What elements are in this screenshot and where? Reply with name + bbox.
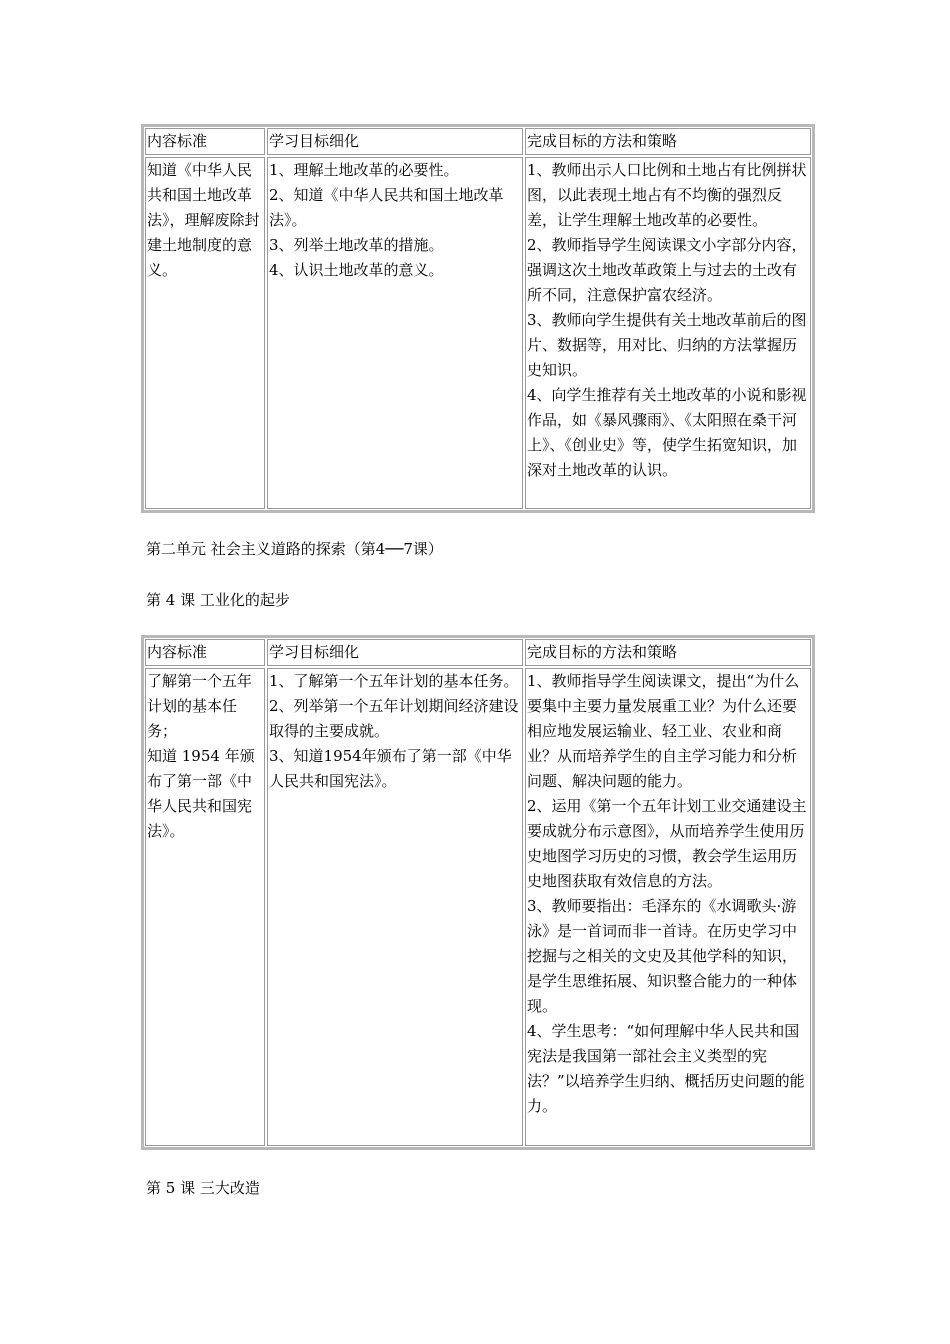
table-industrialization	[141, 635, 815, 1150]
header-objectives: 学习目标细化	[267, 639, 523, 666]
table-row	[144, 667, 812, 1147]
header-content-standard: 内容标准	[145, 128, 265, 155]
content-standard-cell: 知道《中华人民共和国土地改革法》，理解废除封建土地制度的意义。	[145, 157, 265, 509]
table-row	[144, 156, 812, 510]
header-methods: 完成目标的方法和策略	[525, 128, 811, 155]
table-header-row	[144, 638, 812, 667]
header-content-standard: 内容标准	[145, 639, 265, 666]
header-methods: 完成目标的方法和策略	[525, 639, 811, 666]
content-standard-cell: 了解第一个五年计划的基本任务； 知道 1954 年颁布了第一部《中华人民共和国宪法》。	[145, 668, 265, 1146]
lesson5-title: 第 5 课 三大改造	[146, 1179, 260, 1197]
header-objectives: 学习目标细化	[267, 128, 523, 155]
objectives-cell: 1、了解第一个五年计划的基本任务。 2、列举第一个五年计划期间经济建设取得的主要成就。 3、知道1954年颁布了第一部《中华人民共和国宪法》。	[267, 668, 523, 1146]
lesson4-title: 第 4 课 工业化的起步	[146, 591, 290, 609]
methods-cell: 1、教师出示人口比例和土地占有比例拼状图，以此表现土地占有不均衡的强烈反差，让学生理解土地改革的必要性。 2、教师指导学生阅读课文小字部分内容，强调这次土地改革政策上与过去的土改有所不同，注意保护富农经济。 3、教师向学生提供有关土地改革前后的图片、数据等，用对比、归纳的方法掌握历史知识。 4、向学生推荐有关土地改革的小说和影视作品，如《暴风骤雨》、《太阳照在桑干河上》、《创业史》等，使学生拓宽知识，加深对土地改革的认识。	[525, 157, 811, 509]
table-land-reform	[141, 124, 815, 513]
methods-cell: 1、教师指导学生阅读课文，提出“为什么要集中主要力量发展重工业？为什么还要相应地发展运输业、轻工业、农业和商业？从而培养学生的自主学习能力和分析问题、解决问题的能力。 2、运用《第一个五年计划工业交通建设主要成就分布示意图》，从而培养学生使用历史地图学习历史的习惯，教会学生运用历史地图获取有效信息的方法。 3、教师要指出：毛泽东的《水调歌头·游泳》是一首词而非一首诗。在历史学习中挖掘与之相关的文史及其他学科的知识，是学生思维拓展、知识整合能力的一种体现。 4、学生思考：“如何理解中华人民共和国宪法是我国第一部社会主义类型的宪法？”以培养学生归纳、概括历史问题的能力。	[525, 668, 811, 1146]
unit-title: 第二单元 社会主义道路的探索（第4──7课）	[146, 540, 443, 558]
table-header-row	[144, 127, 812, 156]
objectives-cell: 1、理解土地改革的必要性。 2、知道《中华人民共和国土地改革法》。 3、列举土地改革的措施。 4、认识土地改革的意义。	[267, 157, 523, 509]
